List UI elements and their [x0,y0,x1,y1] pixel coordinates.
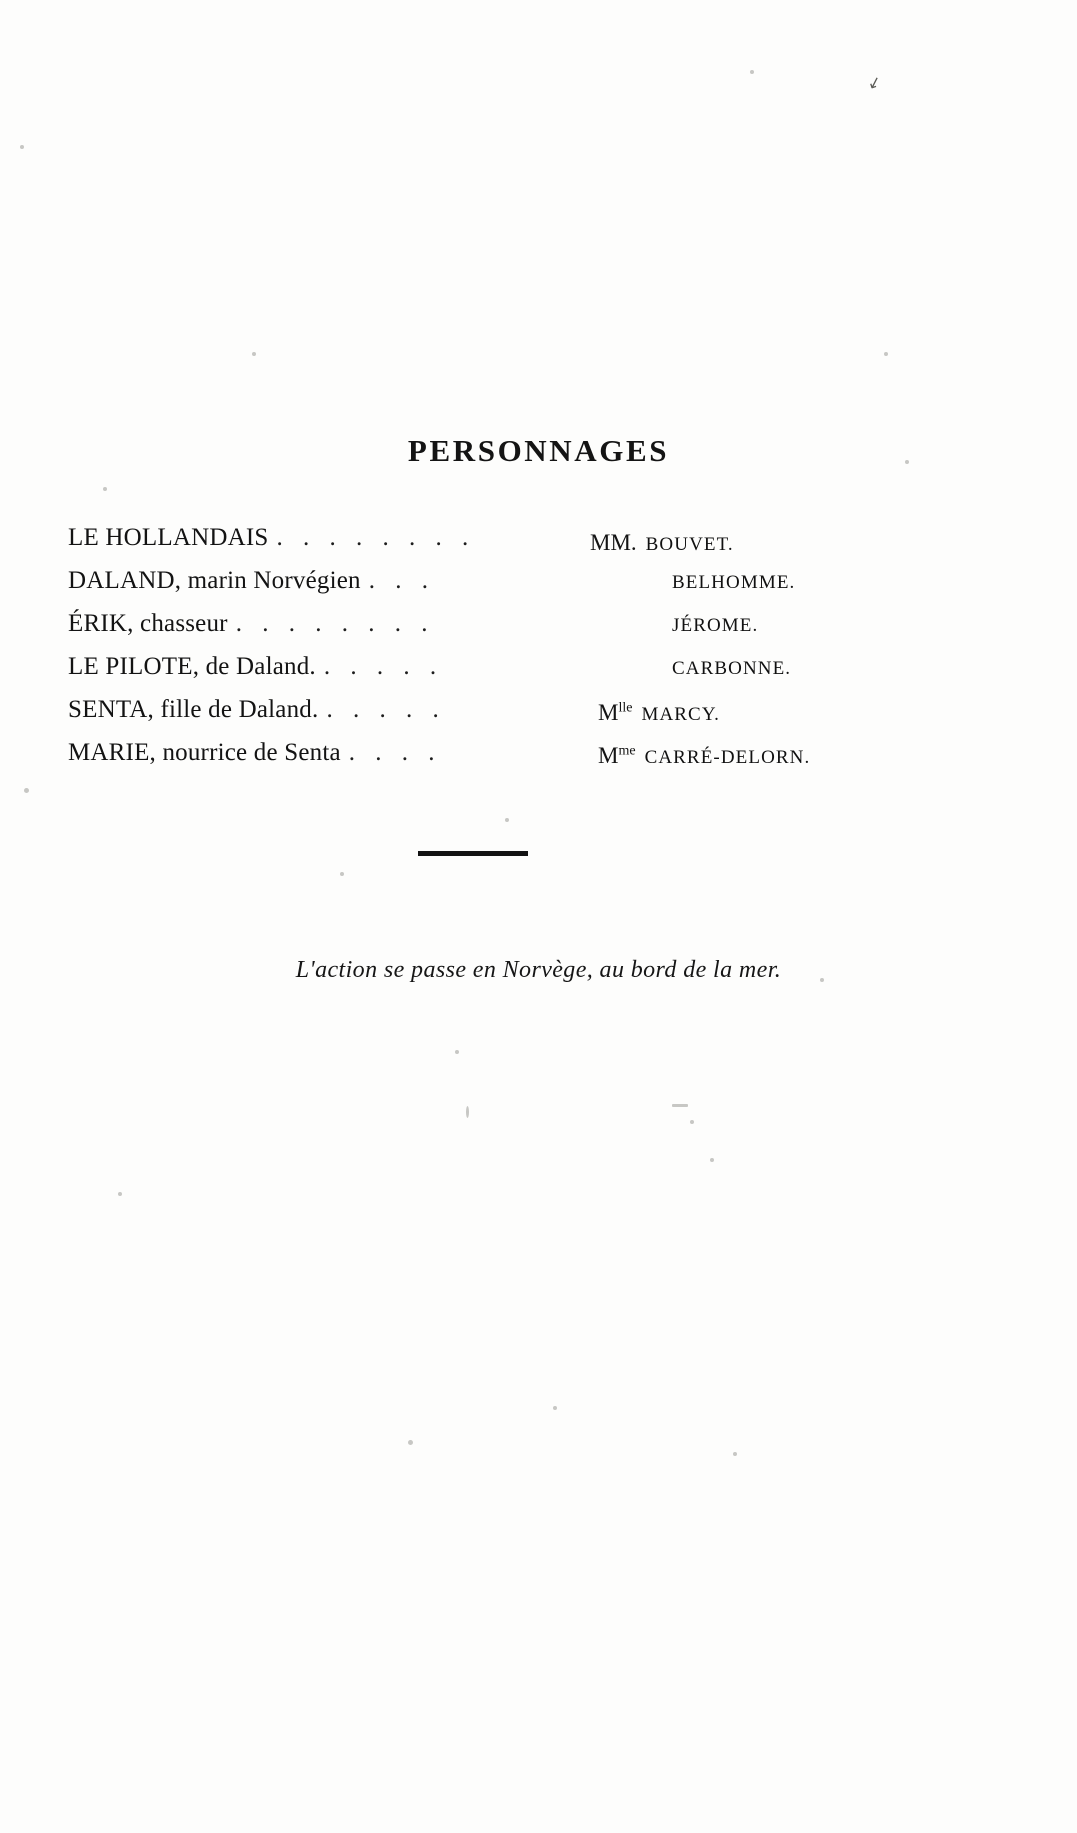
actor-cell [672,615,758,637]
character-name: LE HOLLANDAIS [68,524,269,551]
cast-row [68,653,928,696]
actor-cell [598,743,810,769]
actor-name: MARCY. [641,704,721,725]
scan-speck [672,1104,688,1107]
actor-cell [590,530,734,556]
character-name: SENTA, fille de Daland. [68,696,319,723]
scan-speck [733,1452,737,1456]
character-name: ÉRIK, chasseur [68,610,228,637]
scan-speck [750,70,754,74]
actor-name: CARBONNE. [672,658,792,679]
scan-speck [710,1158,714,1162]
actor-name: CARRÉ-DELORN. [644,747,811,768]
scan-speck [252,352,256,356]
actor-cell [672,572,795,594]
scan-speck [118,1192,122,1196]
page-title: PERSONNAGES [407,432,670,468]
scan-speck [553,1406,557,1410]
actor-cell [598,700,720,726]
actor-cell [672,658,791,680]
character-name: MARIE, nourrice de Senta [68,739,341,766]
cast-row [68,696,928,739]
scan-speck [24,788,29,793]
actor-honorific: $M^{lle}$ [598,700,633,725]
actor-honorific: $M^{me}$ [598,743,636,768]
scan-speck [505,818,509,822]
leader-dots: . . . . . . . . [235,610,435,637]
setting-note: L'action se passe en Norvège, au bord de la mer. [295,957,782,983]
character-name: LE PILOTE, de Daland. [68,653,316,680]
leader-dots: . . . . . [326,696,446,723]
scan-speck [103,487,107,491]
actor-name: BOUVET. [645,534,734,555]
scan-speck [884,352,888,356]
leader-dots: . . . . . [323,653,444,680]
corner-pencil-mark: ↙ [865,73,884,94]
scan-speck [455,1050,459,1054]
scan-speck [690,1120,694,1124]
scan-speck [340,872,344,876]
actor-name: JÉROME. [672,615,759,636]
actor-name: BELHOMME. [672,572,796,593]
scan-speck [20,145,24,149]
cast-row [68,524,928,567]
scan-speck [466,1106,469,1118]
leader-dots: . . . . . . . . [276,524,476,551]
cast-row [68,610,928,653]
section-divider [418,851,528,856]
scan-speck [408,1440,413,1445]
character-name: DALAND, marin Norvégien [68,567,361,594]
actor-honorific: MM. [590,530,637,555]
leader-dots: . . . [368,567,435,594]
cast-row [68,567,928,610]
leader-dots: . . . . [348,739,442,766]
